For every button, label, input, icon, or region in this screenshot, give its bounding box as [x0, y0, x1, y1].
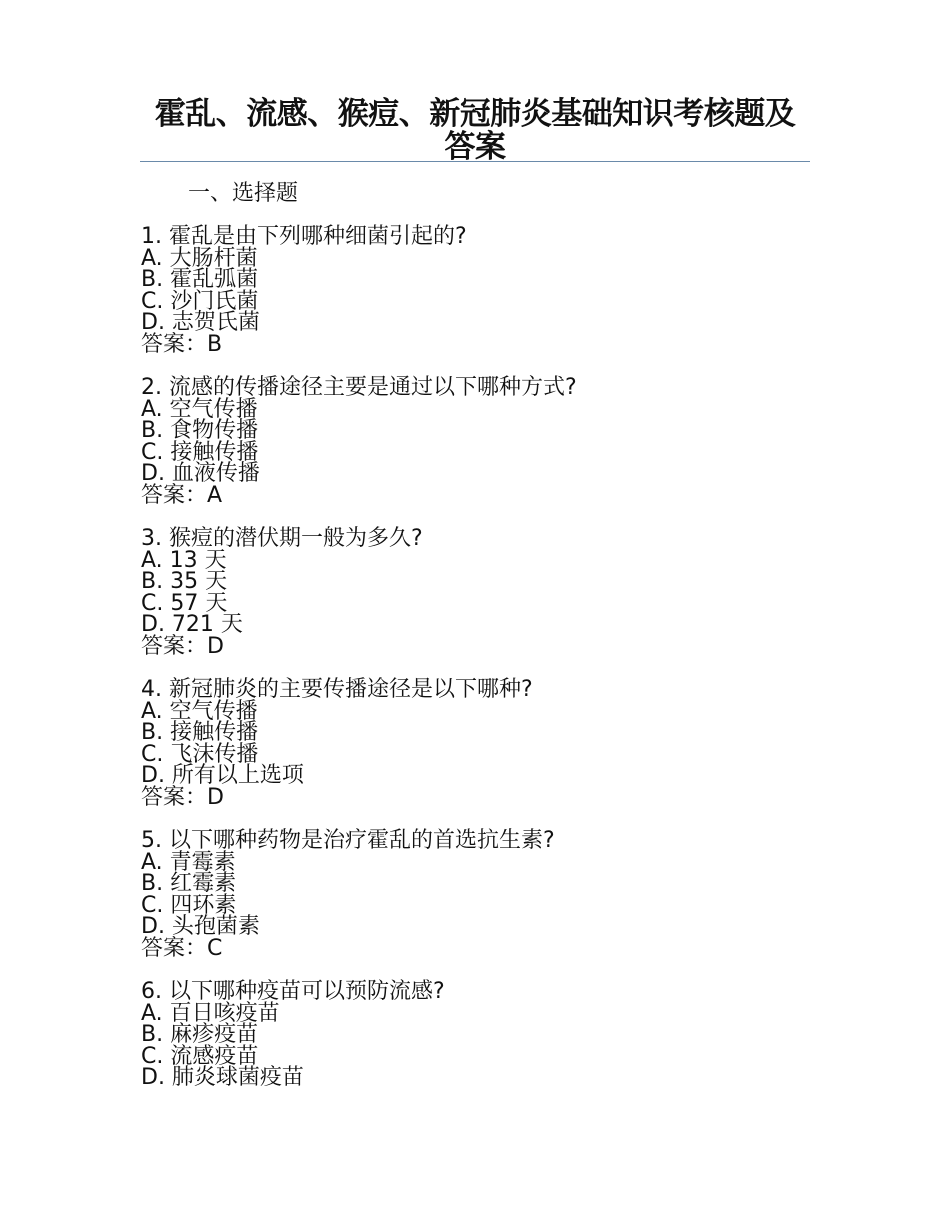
question-block-2 — [141, 377, 841, 506]
option-d: D. 肺炎球菌疫苗 — [141, 1065, 304, 1090]
option-c: C. 沙门氏菌 — [141, 288, 259, 314]
question-text: 1. 霍乱是由下列哪种细菌引起的? — [141, 224, 467, 249]
question-list — [141, 226, 841, 1111]
option-c: C. 57 天 — [141, 590, 228, 616]
option-d: D. 头孢菌素 — [141, 914, 260, 939]
option-b: B. 红霉素 — [141, 871, 237, 896]
option-d: D. 所有以上选项 — [141, 763, 304, 788]
question-block-1 — [141, 226, 841, 355]
option-b: B. 35 天 — [141, 569, 228, 594]
document-title: 霍乱、流感、猴痘、新冠肺炎基础知识考核题及答案 — [154, 96, 796, 165]
option-a: A. 空气传播 — [141, 698, 258, 724]
option-a: A. 13 天 — [141, 547, 227, 573]
answer-text: 答案：D — [141, 784, 224, 810]
option-d: D. 721 天 — [141, 612, 243, 637]
answer-text: 答案：D — [141, 633, 224, 659]
option-a: A. 青霉素 — [141, 849, 236, 875]
question-text: 2. 流感的传播途径主要是通过以下哪种方式? — [141, 375, 577, 400]
option-b: B. 食物传播 — [141, 418, 259, 443]
question-block-4 — [141, 679, 841, 808]
option-a: A. 百日咳疫苗 — [141, 1000, 280, 1026]
question-text: 4. 新冠肺炎的主要传播途径是以下哪种? — [141, 677, 533, 702]
option-a: A. 大肠杆菌 — [141, 245, 258, 271]
question-text: 5. 以下哪种药物是治疗霍乱的首选抗生素? — [141, 828, 555, 853]
answer-text: 答案：B — [141, 331, 223, 357]
option-d: D. 血液传播 — [141, 461, 260, 486]
question-block-5 — [141, 830, 841, 959]
option-b: B. 霍乱弧菌 — [141, 267, 259, 292]
section-heading: 一、选择题 — [188, 181, 299, 206]
question-text: 3. 猴痘的潜伏期一般为多久? — [141, 526, 423, 551]
question-block-3 — [141, 528, 841, 657]
title-underline — [140, 161, 810, 162]
question-block-6 — [141, 981, 841, 1089]
option-c: C. 接触传播 — [141, 439, 259, 465]
option-a: A. 空气传播 — [141, 396, 258, 422]
option-b: B. 接触传播 — [141, 720, 259, 745]
answer-text: 答案：C — [141, 935, 223, 961]
question-text: 6. 以下哪种疫苗可以预防流感? — [141, 979, 445, 1004]
option-c: C. 飞沫传播 — [141, 741, 259, 767]
option-d: D. 志贺氏菌 — [141, 310, 260, 335]
option-b: B. 麻疹疫苗 — [141, 1022, 259, 1047]
option-c: C. 四环素 — [141, 892, 237, 918]
answer-text: 答案：A — [141, 482, 223, 508]
option-c: C. 流感疫苗 — [141, 1043, 259, 1069]
